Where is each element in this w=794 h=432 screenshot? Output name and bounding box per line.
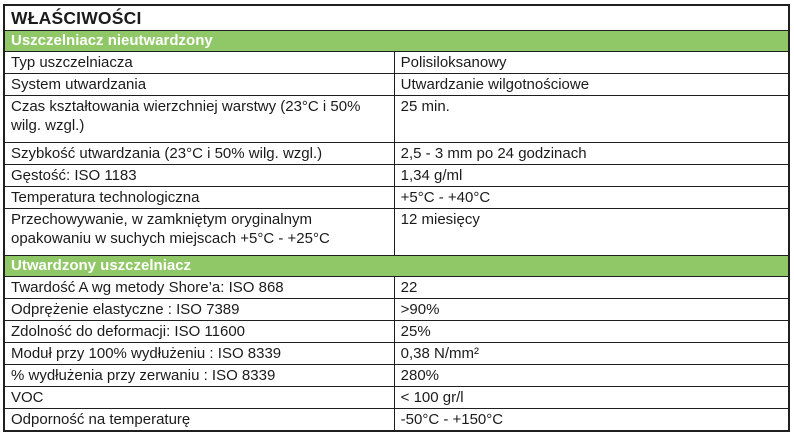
row-label: Przechowywanie, w zamkniętym oryginalnym opakowaniu w suchych miejscach +5°C - +25°C [4,209,394,256]
table-row [4,143,789,165]
section-header-label: Utwardzony uszczelniacz [4,256,789,277]
row-value: Utwardzanie wilgotnościowe [394,74,789,96]
row-label: % wydłużenia przy zerwaniu : ISO 8339 [4,365,394,387]
table-row [4,52,789,74]
row-label: System utwardzania [4,74,394,96]
table-row [4,96,789,143]
row-value: 25 min. [394,96,789,143]
row-value: < 100 gr/l [394,387,789,409]
row-label: Moduł przy 100% wydłużeniu : ISO 8339 [4,343,394,365]
table-row [4,209,789,256]
title-row [4,5,789,31]
table-row [4,165,789,187]
row-value: 25% [394,321,789,343]
table-row [4,321,789,343]
table-row [4,74,789,96]
table-row [4,387,789,409]
row-label: Twardość A wg metody Shore’a: ISO 868 [4,277,394,299]
table-row [4,365,789,387]
row-value: Polisiloksanowy [394,52,789,74]
row-label: Czas kształtowania wierzchniej warstwy (23°C i 50% wilg. wzgl.) [4,96,394,143]
table-row [4,187,789,209]
section-header-label: Uszczelniacz nieutwardzony [4,31,789,52]
row-value: 12 miesięcy [394,209,789,256]
row-label: Gęstość: ISO 1183 [4,165,394,187]
section-header-cured-sealant [4,256,789,277]
page-title: WŁAŚCIWOŚCI [4,5,789,31]
row-label: Temperatura technologiczna [4,187,394,209]
table-row [4,409,789,432]
row-value: 280% [394,365,789,387]
table-row [4,277,789,299]
row-value: -50°C - +150°C [394,409,789,432]
row-value: >90% [394,299,789,321]
row-value: +5°C - +40°C [394,187,789,209]
row-label: Zdolność do deformacji: ISO 11600 [4,321,394,343]
row-value: 22 [394,277,789,299]
row-value: 1,34 g/ml [394,165,789,187]
table-row [4,343,789,365]
properties-table [3,4,790,432]
table-row [4,299,789,321]
row-value: 2,5 - 3 mm po 24 godzinach [394,143,789,165]
row-label: Odporność na temperaturę [4,409,394,432]
row-value: 0,38 N/mm² [394,343,789,365]
row-label: VOC [4,387,394,409]
row-label: Typ uszczelniacza [4,52,394,74]
row-label: Szybkość utwardzania (23°C i 50% wilg. wzgl.) [4,143,394,165]
section-header-uncured-sealant [4,31,789,52]
row-label: Odprężenie elastyczne : ISO 7389 [4,299,394,321]
